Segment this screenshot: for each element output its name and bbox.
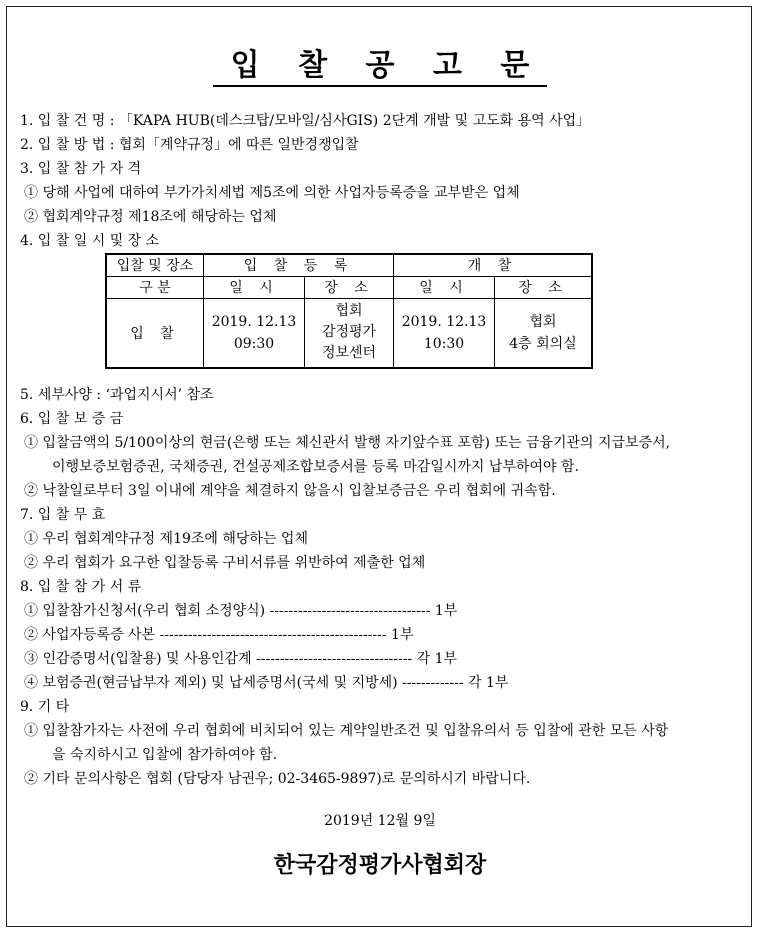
table-header-cell: 일 시 bbox=[204, 276, 305, 298]
section-7-item: ② 우리 협회가 요구한 입찰등록 구비서류를 위반하여 제출한 업체 bbox=[24, 555, 426, 571]
section-2-text: 협회「계약규정」에 따른 일반경쟁입찰 bbox=[118, 137, 359, 153]
section-9-item: ① 입찰참가자는 사전에 우리 협회에 비치되어 있는 계약일반조건 및 입찰유의서 등 입찰에 관한 모든 사항 bbox=[24, 723, 669, 739]
open-time: 10:30 bbox=[423, 335, 465, 352]
table-header-cell: 장 소 bbox=[305, 276, 394, 298]
reg-time: 09:30 bbox=[233, 335, 275, 352]
section-3-item: ② 협회계약규정 제18조에 해당하는 업체 bbox=[24, 209, 277, 225]
open-place-line: 4층 회의실 bbox=[509, 335, 577, 352]
schedule-table bbox=[105, 253, 593, 369]
section-6-label: 6. 입 찰 보 증 금 bbox=[20, 411, 124, 427]
reg-place-line: 정보센터 bbox=[321, 345, 377, 362]
open-date: 2019. 12.13 bbox=[401, 313, 487, 330]
table-cell-reg-datetime bbox=[204, 298, 305, 368]
table-header-cell: 입찰 및 장소 bbox=[106, 254, 204, 276]
reg-place-line: 감정평가 bbox=[321, 324, 377, 341]
notice-date: 2019년 12월 9일 bbox=[324, 813, 436, 829]
table-header-cell: 개 찰 bbox=[394, 254, 593, 276]
section-6-item: 이행보증보험증권, 국채증권, 건설공제조합보증서를 등록 마감일시까지 납부하여야 함. bbox=[52, 459, 579, 475]
section-1 bbox=[20, 112, 590, 130]
table-header-cell: 일 시 bbox=[394, 276, 495, 298]
issuer-signature: 한국감정평가사협회장 bbox=[273, 853, 487, 878]
table-header-cell: 장 소 bbox=[495, 276, 593, 298]
section-5-label: 5. 세부사양 : ‘과업지시서’ 참조 bbox=[20, 387, 214, 403]
section-8-label: 8. 입 찰 참 가 서 류 bbox=[20, 579, 142, 595]
section-2 bbox=[20, 136, 359, 154]
section-8-item: ② 사업자등록증 사본 ------------------------------------------------ 1부 bbox=[24, 627, 414, 643]
table-header-cell: 구 분 bbox=[106, 276, 204, 298]
section-1-text: 「KAPA HUB(데스크탑/모바일/심사GIS) 2단계 개발 및 고도화 용역 사업」 bbox=[118, 113, 591, 129]
section-8-item: ④ 보험증권(현금납부자 제외) 및 납세증명서(국세 및 지방세) ------------- 각 1부 bbox=[24, 675, 509, 691]
table-cell-open-datetime bbox=[394, 298, 495, 368]
open-place-line: 협회 bbox=[529, 313, 557, 330]
section-4-label: 4. 입 찰 일 시 및 장 소 bbox=[20, 233, 160, 249]
section-7-label: 7. 입 찰 무 효 bbox=[20, 507, 106, 523]
table-cell-reg-place bbox=[305, 298, 394, 368]
section-2-label: 2. 입 찰 방 법 : bbox=[20, 137, 115, 153]
section-8-item: ③ 인감증명서(입찰용) 및 사용인감계 --------------------------------- 각 1부 bbox=[24, 651, 458, 667]
section-6-item: ① 입찰금액의 5/100이상의 현금(은행 또는 체신관서 발행 자기앞수표 포함) 또는 금융기관의 지급보증서, bbox=[24, 435, 671, 451]
section-7-item: ① 우리 협회계약규정 제19조에 해당하는 업체 bbox=[24, 531, 308, 547]
reg-place-line: 협회 bbox=[335, 303, 363, 320]
section-3-label: 3. 입 찰 참 가 자 격 bbox=[20, 161, 142, 177]
section-8-item: ① 입찰참가신청서(우리 협회 소정양식) ---------------------------------- 1부 bbox=[24, 603, 458, 619]
reg-date: 2019. 12.13 bbox=[211, 313, 297, 330]
section-9-item: 을 숙지하시고 입찰에 참가하여야 함. bbox=[52, 747, 278, 763]
table-cell-kind: 입 찰 bbox=[106, 298, 204, 368]
table-cell-open-place bbox=[495, 298, 593, 368]
document-title: 입 찰 공 고 문 bbox=[0, 40, 760, 84]
section-1-label: 1. 입 찰 건 명 : bbox=[20, 113, 115, 129]
table-header-cell: 입 찰 등 록 bbox=[204, 254, 394, 276]
section-6-item: ② 낙찰일로부터 3일 이내에 계약을 체결하지 않을시 입찰보증금은 우리 협회에 귀속함. bbox=[24, 483, 556, 499]
section-3-item: ① 당해 사업에 대하여 부가가치세법 제5조에 의한 사업자등록증을 교부받은 업체 bbox=[24, 185, 520, 201]
section-9-item: ② 기타 문의사항은 협회 (담당자 남권우; 02-3465-9897)로 문의하시기 바랍니다. bbox=[24, 771, 531, 787]
section-9-label: 9. 기 타 bbox=[20, 699, 70, 715]
